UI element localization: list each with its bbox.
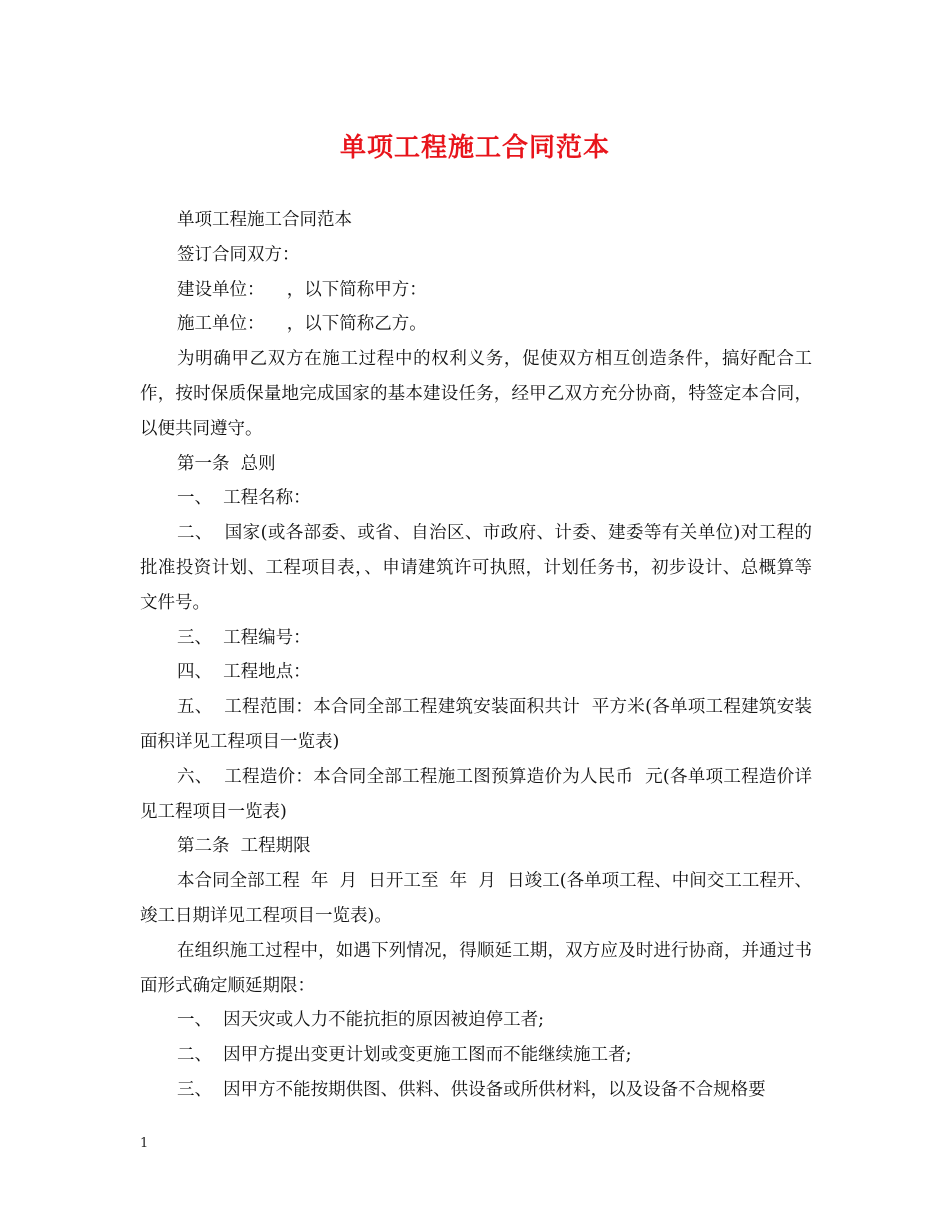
article-1-heading: 第一条 总则 [177, 453, 276, 474]
article-1-item-1: 一、 工程名称： [177, 488, 311, 509]
document-title: 单项工程施工合同范本 [339, 133, 610, 163]
article-1-item-5: 五、 工程范围：本合同全部工程建筑安装面积共计 平方米(各单项工程建筑安装面积详见工程项目一览表) [140, 697, 812, 752]
article-2-schedule: 本合同全部工程 年 月 日开工至 年 月 日竣工(各单项工程、中间交工工程开、竣工日期详见工程项目一览表)。 [140, 871, 812, 926]
paragraph-party-a: 建设单位： ，以下简称甲方： [177, 279, 427, 300]
article-1-item-3: 三、 工程编号： [177, 627, 311, 648]
article-2-item-1: 一、 因天灾或人力不能抗拒的原因被迫停工者; [177, 1010, 545, 1031]
paragraph-purpose: 为明确甲乙双方在施工过程中的权利义务，促使双方相互创造条件，搞好配合工作，按时保质保量地完成国家的基本建设任务，经甲乙双方充分协商，特签定本合同，以便共同遵守。 [140, 349, 812, 439]
article-2-item-3: 三、 因甲方不能按期供图、供料、供设备或所供材料，以及设备不合规格要 [177, 1079, 766, 1100]
article-1-item-4: 四、 工程地点： [177, 662, 311, 683]
document-body [140, 203, 812, 1108]
paragraph-subtitle: 单项工程施工合同范本 [177, 210, 352, 230]
paragraph-parties: 签订合同双方： [177, 244, 300, 265]
article-2-item-2: 二、 因甲方提出变更计划或变更施工图而不能继续施工者; [177, 1045, 632, 1066]
article-2-heading: 第二条 工程期限 [177, 836, 311, 857]
page-number: 1 [140, 1136, 149, 1151]
article-2-extension: 在组织施工过程中，如遇下列情况，得顺延工期，双方应及时进行协商，并通过书面形式确定顺延期限： [140, 940, 812, 996]
paragraph-party-b: 施工单位： ，以下简称乙方。 [177, 314, 427, 335]
article-1-item-6: 六、 工程造价：本合同全部工程施工图预算造价为人民币 元(各单项工程造价详见工程项目一览表) [140, 766, 812, 822]
article-1-item-2: 二、 国家(或各部委、或省、自治区、市政府、计委、建委等有关单位)对工程的批准投资计划、工程项目表，、申请建筑许可执照，计划任务书，初步设计、总概算等文件号。 [140, 523, 812, 613]
